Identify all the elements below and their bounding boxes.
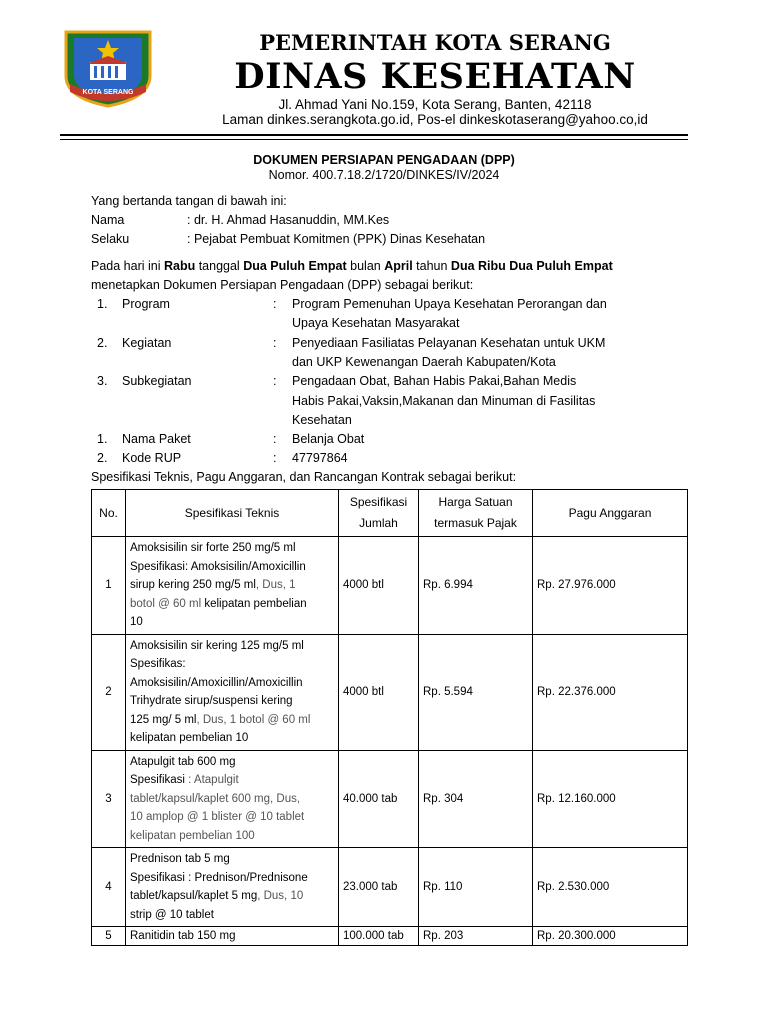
item-subkegiatan-value-3: Kesehatan <box>292 413 352 427</box>
item-program-label: Program <box>122 297 170 311</box>
row-pagu: Rp. 22.376.000 <box>533 634 688 750</box>
gov-title: PEMERINTAH KOTA SERANG <box>259 30 611 55</box>
nama-label: Nama <box>91 213 125 227</box>
header-pagu: Pagu Anggaran <box>533 490 688 537</box>
row-harga: Rp. 5.594 <box>419 634 533 750</box>
item-colon: : <box>273 336 277 350</box>
spec-intro: Spesifikasi Teknis, Pagu Anggaran, dan Rancangan Kontrak sebagai berikut: <box>91 470 517 484</box>
intro-line: Yang bertanda tangan di bawah ini: <box>91 194 287 208</box>
item-subkegiatan-value-1: Pengadaan Obat, Bahan Habis Pakai,Bahan Medis <box>292 374 577 388</box>
header-spec: Spesifikasi Teknis <box>126 490 339 537</box>
item-program-no: 1. <box>97 297 108 311</box>
item-colon: : <box>273 297 277 311</box>
table-header-row <box>92 490 688 537</box>
item-program-value-1: Program Pemenuhan Upaya Kesehatan Perorangan dan <box>292 297 607 311</box>
item-rup-value: 47797864 <box>292 451 348 465</box>
header-harga: Harga Satuan termasuk Pajak <box>419 490 533 537</box>
item-paket-label: Nama Paket <box>122 432 191 446</box>
spec-table <box>91 489 688 946</box>
selaku-value: : Pejabat Pembuat Komitmen (PPK) Dinas Kesehatan <box>187 232 486 246</box>
date-paragraph: Pada hari ini Rabu tanggal Dua Puluh Empat bulan April tahun Dua Ribu Dua Puluh Empat <box>91 259 613 273</box>
row-jumlah: 4000 btl <box>339 634 419 750</box>
header-rule-thick <box>60 134 688 136</box>
item-colon: : <box>273 432 277 446</box>
table-row <box>92 634 688 750</box>
row-jumlah: 4000 btl <box>339 537 419 635</box>
item-subkegiatan-no: 3. <box>97 374 108 388</box>
row-spec: Ranitidin tab 150 mg <box>126 927 339 946</box>
row-no: 4 <box>92 848 126 927</box>
table-row <box>92 927 688 946</box>
row-pagu: Rp. 27.976.000 <box>533 537 688 635</box>
table-row <box>92 750 688 848</box>
header-rule-thin <box>60 139 688 140</box>
nama-value: : dr. H. Ahmad Hasanuddin, MM.Kes <box>187 213 390 227</box>
row-harga: Rp. 304 <box>419 750 533 848</box>
item-kegiatan-value-1: Penyediaan Fasiliatas Pelayanan Kesehatan untuk UKM <box>292 336 606 350</box>
row-spec: Amoksisilin sir kering 125 mg/5 ml Spesifikas: Amoksisilin/Amoxicillin/Amoxicillin Trihydrate sirup/suspensi kering 125 mg/ 5 ml, Dus, 1 botol @ 60 ml kelipatan pembelian 10 <box>126 634 339 750</box>
header-jumlah: Spesifikasi Jumlah <box>339 490 419 537</box>
row-jumlah: 40.000 tab <box>339 750 419 848</box>
item-colon: : <box>273 374 277 388</box>
doc-number: Nomor. 400.7.18.2/1720/DINKES/IV/2024 <box>268 168 500 182</box>
row-no: 2 <box>92 634 126 750</box>
table-row <box>92 848 688 927</box>
row-spec: Amoksisilin sir forte 250 mg/5 ml Spesifikasi: Amoksisilin/Amoxicillin sirup kering 250 mg/5 ml, Dus, 1 botol @ 60 ml kelipatan pembelian 10 <box>126 537 339 635</box>
item-program-value-2: Upaya Kesehatan Masyarakat <box>292 316 460 330</box>
row-no: 1 <box>92 537 126 635</box>
item-kegiatan-no: 2. <box>97 336 108 350</box>
row-pagu: Rp. 20.300.000 <box>533 927 688 946</box>
contact: Laman dinkes.serangkota.go.id, Pos-el dinkeskotaserang@yahoo.co,id <box>222 112 648 127</box>
item-paket-value: Belanja Obat <box>292 432 365 446</box>
row-jumlah: 100.000 tab <box>339 927 419 946</box>
item-subkegiatan-value-2: Habis Pakai,Vaksin,Makanan dan Minuman di Fasilitas <box>292 394 596 408</box>
address: Jl. Ahmad Yani No.159, Kota Serang, Banten, 42118 <box>278 97 592 112</box>
item-kegiatan-value-2: dan UKP Kewenangan Daerah Kabupaten/Kota <box>292 355 556 369</box>
item-kegiatan-label: Kegiatan <box>122 336 172 350</box>
row-pagu: Rp. 2.530.000 <box>533 848 688 927</box>
row-harga: Rp. 110 <box>419 848 533 927</box>
table-row <box>92 537 688 635</box>
agency-title: DINAS KESEHATAN <box>234 56 636 97</box>
svg-text:KOTA SERANG: KOTA SERANG <box>82 89 134 96</box>
item-subkegiatan-label: Subkegiatan <box>122 374 192 388</box>
header-no: No. <box>92 490 126 537</box>
doc-title: DOKUMEN PERSIAPAN PENGADAAN (DPP) <box>253 153 515 167</box>
item-rup-no: 2. <box>97 451 108 465</box>
item-colon: : <box>273 451 277 465</box>
paragraph-line2: menetapkan Dokumen Persiapan Pengadaan (DPP) sebagai berikut: <box>91 278 474 292</box>
selaku-label: Selaku <box>91 232 130 246</box>
row-jumlah: 23.000 tab <box>339 848 419 927</box>
row-harga: Rp. 203 <box>419 927 533 946</box>
row-spec: Prednison tab 5 mg Spesifikasi : Prednison/Prednisone tablet/kapsul/kaplet 5 mg, Dus, 10 strip @ 10 tablet <box>126 848 339 927</box>
item-paket-no: 1. <box>97 432 108 446</box>
row-no: 5 <box>92 927 126 946</box>
row-no: 3 <box>92 750 126 848</box>
row-harga: Rp. 6.994 <box>419 537 533 635</box>
row-spec: Atapulgit tab 600 mg Spesifikasi : Atapulgit tablet/kapsul/kaplet 600 mg, Dus, 10 amplop @ 1 blister @ 10 tablet kelipatan pembelian 100 <box>126 750 339 848</box>
row-pagu: Rp. 12.160.000 <box>533 750 688 848</box>
item-rup-label: Kode RUP <box>122 451 182 465</box>
